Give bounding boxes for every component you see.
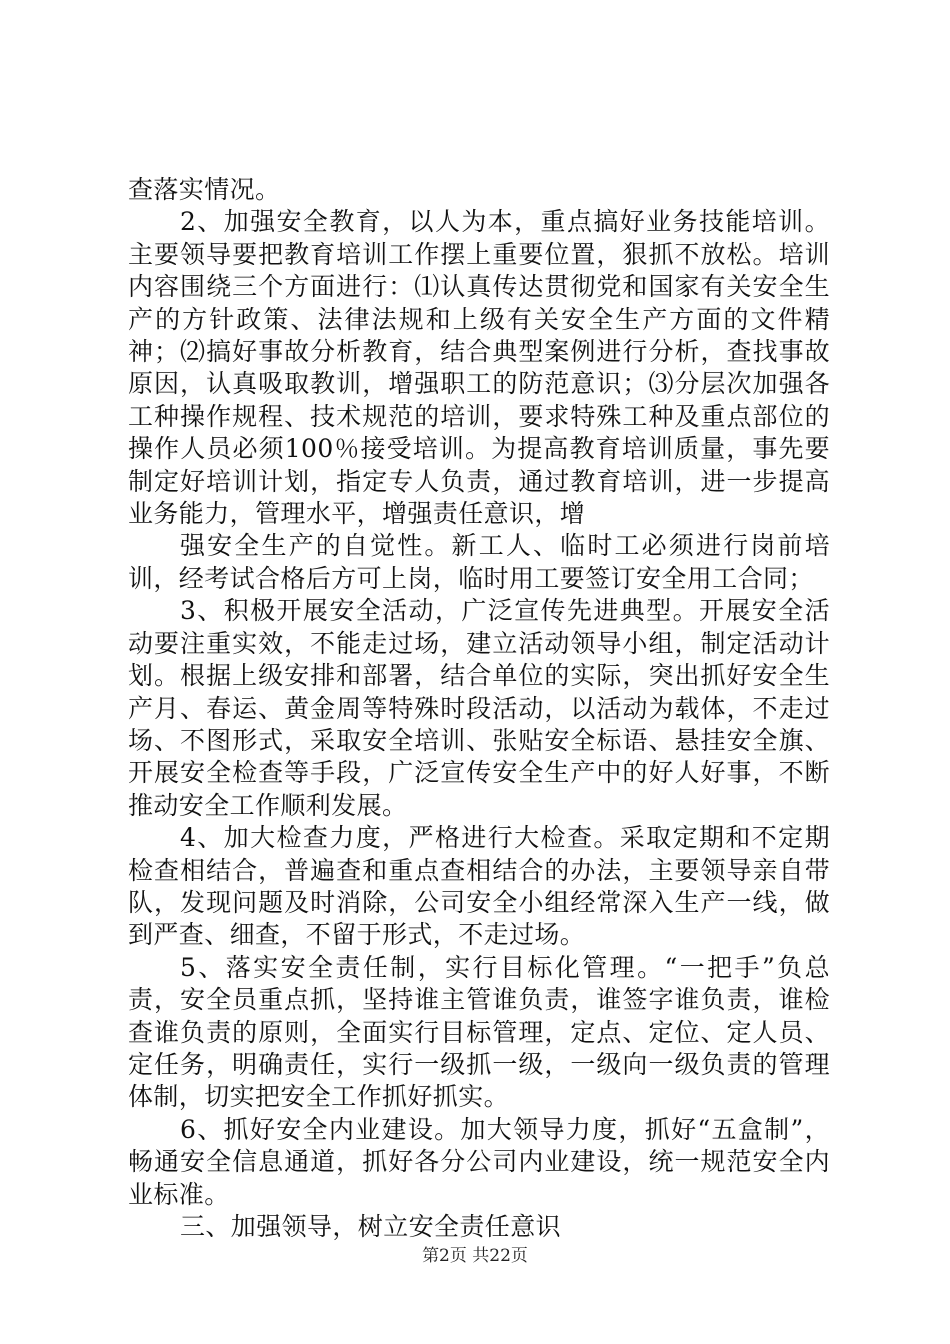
paragraph-3: 强安全生产的自觉性。新工人、临时工必须进行岗前培训，经考试合格后方可上岗，临时用工要签订安全用工合同； xyxy=(128,531,830,593)
document-body xyxy=(128,174,830,1243)
paragraph-4: 3、积极开展安全活动，广泛宣传先进典型。开展安全活动要注重实效，不能走过场，建立活动领导小组，制定活动计划。根据上级安排和部署，结合单位的实际，突出抓好安全生产月、春运、黄金周等特殊时段活动，以活动为载体，不走过场、不图形式，采取安全培训、张贴安全标语、悬挂安全旗、开展安全检查等手段，广泛宣传安全生产中的好人好事，不断推动安全工作顺利发展。 xyxy=(128,596,830,820)
paragraph-6: 5、落实安全责任制，实行目标化管理。“一把手”负总责，安全员重点抓，坚持谁主管谁负责，谁签字谁负责，谁检查谁负责的原则，全面实行目标管理，定点、定位、定人员、定任务，明确责任，实行一级抓一级，一级向一级负责的管理体制，切实把安全工作抓好抓实。 xyxy=(128,952,830,1112)
paragraph-7: 6、抓好安全内业建设。加大领导力度，抓好“五盒制”，畅通安全信息通道，抓好各分公司内业建设，统一规范安全内业标准。 xyxy=(128,1114,830,1209)
section-heading: 三、加强领导，树立安全责任意识 xyxy=(180,1212,562,1241)
paragraph-5: 4、加大检查力度，严格进行大检查。采取定期和不定期检查相结合，普遍查和重点查相结合的办法，主要领导亲自带队，发现问题及时消除，公司安全小组经常深入生产一线，做到严查、细查，不留于形式，不走过场。 xyxy=(128,823,830,950)
paragraph-1: 查落实情况。 xyxy=(128,175,281,204)
paragraph-2: 2、加强安全教育，以人为本，重点搞好业务技能培训。主要领导要把教育培训工作摆上重要位置，狠抓不放松。培训内容围绕三个方面进行：⑴认真传达贯彻党和国家有关安全生产的方针政策、法律法规和上级有关安全生产方面的文件精神；⑵搞好事故分析教育，结合典型案例进行分析，查找事故原因，认真吸取教训，增强职工的防范意识；⑶分层次加强各工种操作规程、技术规范的培训，要求特殊工种及重点部位的操作人员必须100％接受培训。为提高教育培训质量，事先要制定好培训计划，指定专人负责，通过教育培训，进一步提高业务能力，管理水平，增强责任意识，增 xyxy=(128,207,830,529)
page-number: 第2页 共22页 xyxy=(422,1246,528,1266)
